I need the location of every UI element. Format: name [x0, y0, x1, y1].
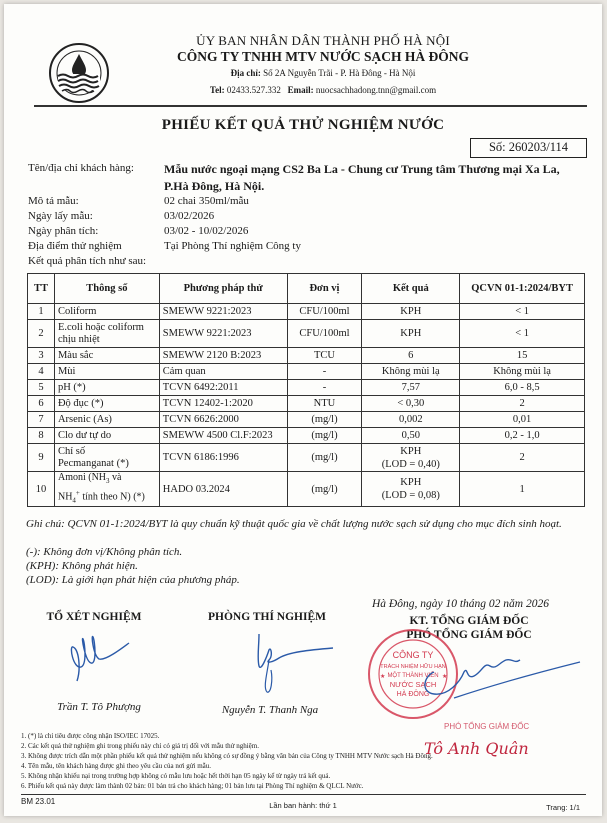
signature-1-icon — [59, 629, 139, 689]
table-row — [28, 396, 585, 412]
lab-signer: Nguyễn T. Thanh Nga — [221, 704, 319, 716]
header-divider — [34, 105, 587, 107]
tel-label: Tel: — [209, 85, 225, 95]
director-title-2: PHÓ TỔNG GIÁM ĐỐC — [406, 629, 532, 641]
footnotes — [21, 731, 433, 791]
director-title-1: KT. TỔNG GIÁM ĐỐC — [409, 615, 529, 627]
cell-unit: TCU — [287, 348, 362, 364]
cell-unit: (mg/l) — [287, 472, 362, 507]
cell-method: TCVN 6492:2011 — [159, 380, 287, 396]
svg-text:CÔNG TY: CÔNG TY — [392, 650, 434, 660]
param-superscript: + — [75, 489, 80, 497]
signature-date: Hà Đông, ngày 10 tháng 02 năm 2026 — [372, 598, 549, 610]
info-label-results-intro: Kết quả phân tích như sau: — [28, 255, 147, 267]
svg-text:★: ★ — [380, 674, 386, 680]
cell-result: 6 — [362, 348, 460, 364]
cell-parameter: Coliform — [54, 304, 159, 320]
param-line1: Chỉ số — [57, 445, 86, 457]
info-value-test-location: Tại Phòng Thí nghiệm Công ty — [164, 240, 301, 252]
info-label-customer: Tên/địa chỉ khách hàng: — [28, 162, 134, 174]
cell-unit: - — [287, 380, 362, 396]
cell-tt: 8 — [28, 428, 55, 444]
note-kph: (KPH): Không phát hiện. — [26, 560, 138, 572]
info-value-sample-desc: 02 chai 350ml/mẫu — [164, 195, 249, 207]
table-row — [28, 320, 585, 348]
table-row — [28, 380, 585, 396]
cell-tt: 4 — [28, 364, 55, 380]
table-row — [28, 428, 585, 444]
cell-result: Không mùi lạ — [362, 364, 460, 380]
cell-result: 7,57 — [362, 380, 460, 396]
document-page — [4, 4, 602, 816]
cell-limit: 1 — [460, 472, 585, 507]
info-value-customer: Mẫu nước ngoại mạng CS2 Ba La - Chung cư Trung tâm Thương mại Xa La, P.Hà Đông, Hà Nội. — [164, 162, 560, 193]
info-value-analysis-date: 03/02 - 10/02/2026 — [164, 225, 249, 237]
info-label-test-location: Địa điểm thử nghiệm — [28, 240, 122, 252]
header-tt: TT — [28, 274, 55, 304]
cell-tt: 1 — [28, 304, 55, 320]
cell-limit: 2 — [460, 444, 585, 472]
svg-text:★: ★ — [442, 674, 448, 680]
cell-tt: 2 — [28, 320, 55, 348]
cell-result — [362, 472, 460, 507]
company-contact — [4, 85, 602, 95]
info-label-sample-desc: Mô tả mẫu: — [28, 195, 79, 207]
cell-method: SMEWW 9221:2023 — [159, 320, 287, 348]
result-line2: (LOD = 0,40) — [381, 458, 440, 470]
cell-method: Cảm quan — [159, 364, 287, 380]
cell-method: SMEWW 9221:2023 — [159, 304, 287, 320]
cell-tt: 9 — [28, 444, 55, 472]
cell-limit: 0,01 — [460, 412, 585, 428]
page-number: Trang: 1/1 — [546, 803, 580, 812]
form-code: BM 23.01 — [21, 797, 56, 806]
stamp-subtitle: PHÓ TỔNG GIÁM ĐỐC — [444, 722, 530, 731]
cell-result: 0,50 — [362, 428, 460, 444]
cell-method: TCVN 6626:2000 — [159, 412, 287, 428]
email-label: Email: — [287, 85, 314, 95]
footer-divider — [21, 794, 586, 795]
svg-text:TRÁCH NHIỆM HỮU HẠN: TRÁCH NHIỆM HỮU HẠN — [380, 664, 446, 670]
cell-result — [362, 444, 460, 472]
cell-parameter: Màu sắc — [54, 348, 159, 364]
cell-unit: (mg/l) — [287, 412, 362, 428]
results-table — [27, 273, 585, 507]
footnote-3: 3. Không được trích dẫn một phần phiếu kết quả thử nghiệm nếu không có sự đồng ý bằng văn bản của Công ty TNHH MTV Nước sạch Hà Đông. — [21, 752, 433, 760]
cell-tt: 7 — [28, 412, 55, 428]
footnote-2: 2. Các kết quả thử nghiệm ghi trong phiếu này chỉ có giá trị đối với mẫu thử nghiệm. — [21, 742, 259, 750]
note-dash: (-): Không đơn vị/Không phân tích. — [26, 546, 183, 558]
result-line1: KPH — [400, 477, 422, 489]
director-name: Tô Anh Quân — [424, 739, 529, 758]
government-name: ỦY BAN NHÂN DÂN THÀNH PHỐ HÀ NỘI — [196, 33, 450, 48]
header-limit — [460, 274, 585, 304]
lab-group-title: TỔ XÉT NGHIỆM — [46, 611, 142, 623]
cell-unit: CFU/100ml — [287, 320, 362, 348]
lab-group-signer: Trần T. Tô Phượng — [57, 701, 141, 713]
document-title: PHIẾU KẾT QUẢ THỬ NGHIỆM NƯỚC — [161, 117, 445, 133]
cell-method: TCVN 12402-1:2020 — [159, 396, 287, 412]
header-limit-text: QCVN 01-1:2024/BYT — [471, 283, 573, 294]
param-text: NH — [57, 491, 73, 503]
cell-parameter — [54, 444, 159, 472]
info-label-sampling-date: Ngày lấy mẫu: — [28, 210, 93, 222]
param-text: Amoni (NH — [57, 472, 107, 483]
svg-text:MỘT THÀNH VIÊN: MỘT THÀNH VIÊN — [387, 673, 439, 679]
signature-3-icon — [404, 642, 584, 702]
lab-title: PHÒNG THÍ NGHIỆM — [208, 611, 326, 623]
address-label: Địa chỉ: — [230, 68, 261, 78]
cell-limit: < 1 — [460, 320, 585, 348]
footnote-1: 1. (*) là chỉ tiêu được công nhận ISO/IEC 17025. — [21, 732, 160, 740]
cell-limit: 15 — [460, 348, 585, 364]
table-row — [28, 348, 585, 364]
edition-number: Lần ban hành: thứ 1 — [269, 801, 337, 810]
svg-text:HÀ ĐÔNG: HÀ ĐÔNG — [396, 691, 430, 698]
header-result: Kết quả — [362, 274, 460, 304]
cell-unit: CFU/100ml — [287, 304, 362, 320]
cell-unit: NTU — [287, 396, 362, 412]
cell-limit: 0,2 - 1,0 — [460, 428, 585, 444]
cell-limit: 2 — [460, 396, 585, 412]
cell-parameter: Clo dư tự do — [54, 428, 159, 444]
table-row — [28, 444, 585, 472]
cell-result: KPH — [362, 320, 460, 348]
info-label-analysis-date: Ngày phân tích: — [28, 225, 99, 237]
tel-value: 02433.527.332 — [226, 85, 281, 95]
result-line2: (LOD = 0,08) — [381, 490, 440, 502]
cell-unit: (mg/l) — [287, 444, 362, 472]
param-text: và — [109, 472, 122, 483]
cell-parameter — [54, 472, 159, 507]
signature-2-icon — [229, 626, 339, 698]
header-method: Phương pháp thử — [159, 274, 287, 304]
cell-tt: 6 — [28, 396, 55, 412]
document-number: Số: 260203/114 — [470, 138, 587, 158]
footnote-6: 6. Phiếu kết quả này được làm thành 02 bản: 01 bản trả cho khách hàng; 01 bản lưu tại Phòng Thí nghiệm & QLCL Nước. — [21, 782, 364, 790]
table-row — [28, 364, 585, 380]
cell-method: SMEWW 4500 Cl.F:2023 — [159, 428, 287, 444]
info-value-sampling-date: 03/02/2026 — [164, 210, 215, 222]
cell-parameter: Mùi — [54, 364, 159, 380]
company-name: CÔNG TY TNHH MTV NƯỚC SẠCH HÀ ĐÔNG — [177, 49, 469, 64]
table-row — [28, 304, 585, 320]
param-subscript: 3 — [106, 477, 110, 485]
cell-result: KPH — [362, 304, 460, 320]
cell-method: SMEWW 2120 B:2023 — [159, 348, 287, 364]
cell-method: TCVN 6186:1996 — [159, 444, 287, 472]
note-lod: (LOD): Là giới hạn phát hiện của phương pháp. — [26, 574, 240, 586]
header-parameter: Thông số — [54, 274, 159, 304]
cell-tt: 5 — [28, 380, 55, 396]
cell-parameter: pH (*) — [54, 380, 159, 396]
header-unit: Đơn vị — [287, 274, 362, 304]
cell-parameter: Độ đục (*) — [54, 396, 159, 412]
footnote-5: 5. Không nhận khiếu nại trong trường hợp không có mẫu lưu hoặc hết thời hạn 05 ngày kể từ ngày trả kết quả. — [21, 772, 331, 780]
svg-text:NƯỚC SẠCH: NƯỚC SẠCH — [389, 680, 437, 689]
cell-method: HADO 03.2024 — [159, 472, 287, 507]
email-value: nuocsachhadong.tnn@gmail.com — [315, 85, 437, 95]
cell-tt: 10 — [28, 472, 55, 507]
param-line2: Pecmanganat (*) — [57, 457, 129, 469]
cell-unit: (mg/l) — [287, 428, 362, 444]
cell-tt: 3 — [28, 348, 55, 364]
cell-result: < 0,30 — [362, 396, 460, 412]
cell-limit: 6,0 - 8,5 — [460, 380, 585, 396]
cell-limit: Không mùi lạ — [460, 364, 585, 380]
result-line1: KPH — [400, 445, 422, 457]
param-text: tính theo N) (*) — [79, 491, 145, 503]
cell-unit: - — [287, 364, 362, 380]
cell-parameter: E.coli hoặc coliform chịu nhiệt — [54, 320, 159, 348]
table-row — [28, 472, 585, 507]
footnote-4: 4. Tên mẫu, tên khách hàng được ghi theo yêu cầu của nơi gửi mẫu. — [21, 762, 212, 770]
param-subscript: 4 — [72, 496, 76, 505]
cell-parameter: Arsenic (As) — [54, 412, 159, 428]
cell-result: 0,002 — [362, 412, 460, 428]
address-value: Số 2A Nguyễn Trãi - P. Hà Đông - Hà Nội — [263, 68, 416, 78]
table-row — [28, 412, 585, 428]
table-header-row — [28, 274, 585, 304]
company-address — [4, 68, 602, 78]
note-qcvn: Ghi chú: QCVN 01-1:2024/BYT là quy chuẩn kỹ thuật quốc gia về chất lượng nước sạch sử dụng cho mục đích sinh hoạt. — [26, 518, 562, 530]
cell-limit: < 1 — [460, 304, 585, 320]
